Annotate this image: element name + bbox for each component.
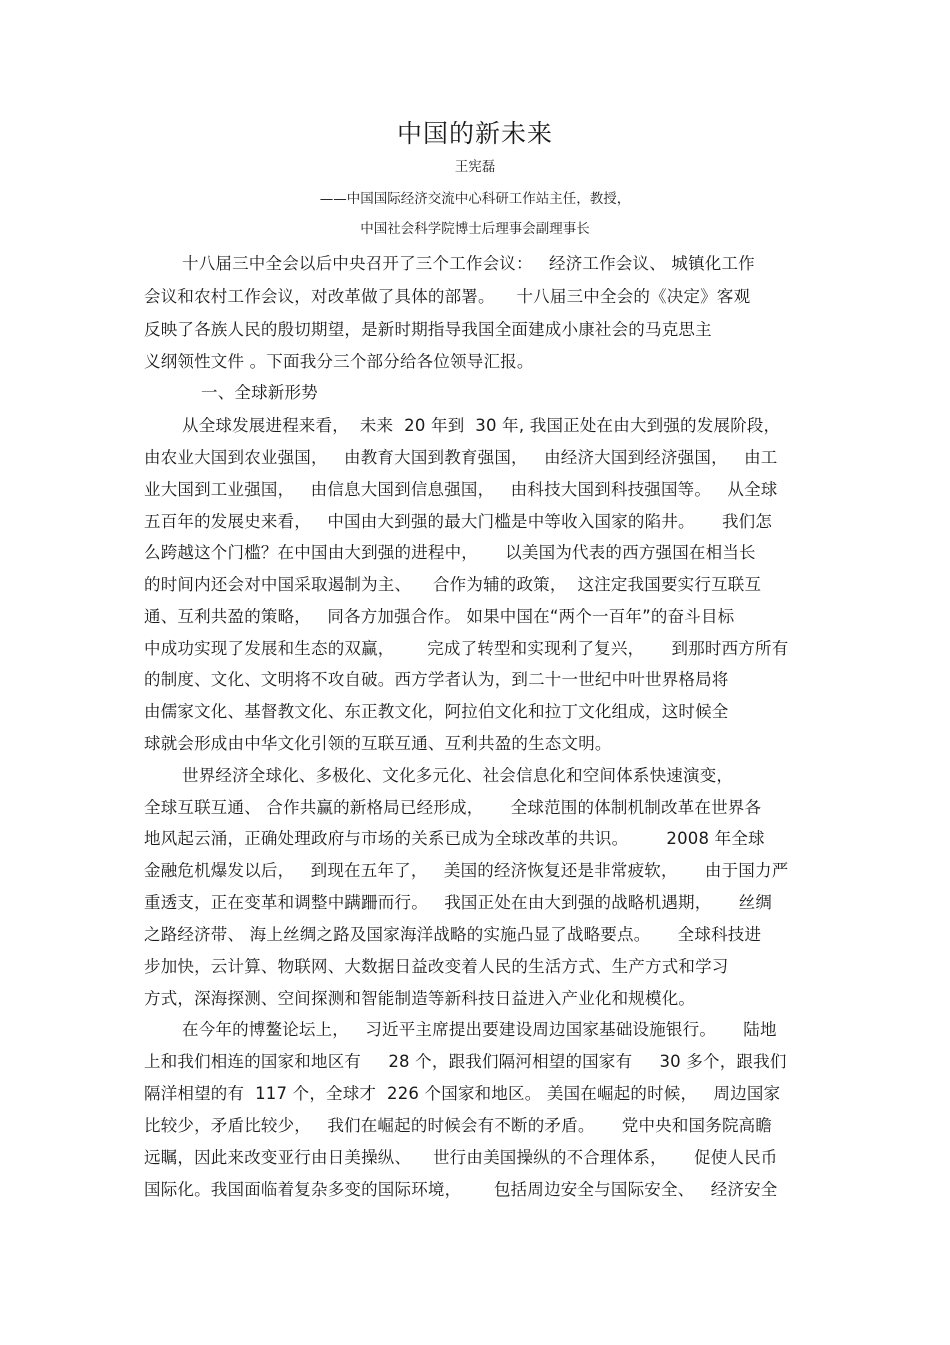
paragraph-line: 金融危机爆发以后， 到现在五年了， 美国的经济恢复还是非常疲软， 由于国力严 bbox=[144, 861, 789, 880]
paragraph-line: 业大国到工业强国， 由信息大国到信息强国， 由科技大国到科技强国等。 从全球 bbox=[144, 480, 778, 499]
author-name: 王宪磊 bbox=[454, 159, 496, 175]
paragraph-line: 义纲领性文件 。下面我分三个部分给各位领导汇报。 bbox=[144, 352, 534, 371]
paragraph-line: 上和我们相连的国家和地区有 28 个，跟我们隔河相望的国家有 30 多个，跟我们 bbox=[144, 1052, 787, 1071]
paragraph-line: 远瞩，因此来改变亚行由日美操纵、 世行由美国操纵的不合理体系， 促使人民币 bbox=[144, 1148, 778, 1167]
document-title: 中国的新未来 bbox=[396, 119, 553, 148]
paragraph-line: 由农业大国到农业强国， 由教育大国到教育强国， 由经济大国到经济强国， 由工 bbox=[144, 448, 778, 467]
paragraph-line: 方式，深海探测、空间探测和智能制造等新科技日益进入产业化和规模化。 bbox=[144, 989, 696, 1008]
paragraph-line: 反映了各族人民的殷切期望，是新时期指导我国全面建成小康社会的马克思主 bbox=[144, 320, 712, 339]
paragraph-line: 重透支，正在变革和调整中蹒跚而行。 我国正处在由大到强的战略机遇期， 丝绸 bbox=[144, 893, 773, 912]
paragraph-line: 之路经济带、 海上丝绸之路及国家海洋战略的实施凸显了战略要点。 全球科技进 bbox=[144, 925, 762, 944]
paragraph-line: 国际化。我国面临着复杂多变的国际环境， 包括周边安全与国际安全、 经济安全 bbox=[144, 1180, 778, 1199]
paragraph-line: 会议和农村工作会议，对改革做了具体的部署。 十八届三中全会的《决定》客观 bbox=[144, 287, 751, 306]
paragraph-line: 从全球发展进程来看， 未来 20 年到 30 年, 我国正处在由大到强的发展阶段， bbox=[182, 416, 781, 435]
paragraph-line: 隔洋相望的有 117 个，全球才 226 个国家和地区。 美国在崛起的时候， 周边国家 bbox=[144, 1084, 781, 1103]
paragraph-line: 的时间内还会对中国采取遏制为主、 合作为辅的政策， 这注定我国要实行互联互 bbox=[144, 575, 762, 594]
paragraph-line: 中成功实现了发展和生态的双赢， 完成了转型和实现利了复兴， 到那时西方所有 bbox=[144, 639, 789, 658]
paragraph-line: 世界经济全球化、多极化、文化多元化、社会信息化和空间体系快速演变， bbox=[182, 766, 734, 785]
paragraph-line: 通、互利共盈的策略， 同各方加强合作。 如果中国在“两个一百年”的奋斗目标 bbox=[144, 607, 735, 626]
author-affiliation-line: 中国社会科学院博士后理事会副理事长 bbox=[360, 221, 590, 237]
paragraph-line: 么跨越这个门槛？在中国由大到强的进程中， 以美国为代表的西方强国在相当长 bbox=[144, 543, 756, 562]
paragraph-line: 地风起云涌，正确处理政府与市场的关系已成为全球改革的共识。 2008 年全球 bbox=[144, 829, 765, 848]
paragraph-line: 比较少，矛盾比较少， 我们在崛起的时候会有不断的矛盾。 党中央和国务院高瞻 bbox=[144, 1116, 773, 1135]
paragraph-line: 由儒家文化、基督教文化、东正教文化，阿拉伯文化和拉丁文化组成，这时候全 bbox=[144, 702, 729, 721]
paragraph-line: 在今年的博鳌论坛上， 习近平主席提出要建设周边国家基础设施银行。 陆地 bbox=[182, 1020, 777, 1039]
paragraph-line: 球就会形成由中华文化引领的互联互通、互利共盈的生态文明。 bbox=[144, 734, 612, 753]
paragraph-line: 全球互联互通、 合作共赢的新格局已经形成， 全球范围的体制机制改革在世界各 bbox=[144, 798, 762, 817]
paragraph-line: 的制度、文化、文明将不攻自破。西方学者认为，到二十一世纪中叶世界格局将 bbox=[144, 670, 729, 689]
paragraph-line: 五百年的发展史来看， 中国由大到强的最大门槛是中等收入国家的陷井。 我们怎 bbox=[144, 512, 773, 531]
author-affiliation-line: ——中国国际经济交流中心科研工作站主任，教授， bbox=[319, 191, 631, 207]
paragraph-line: 步加快，云计算、物联网、大数据日益改变着人民的生活方式、生产方式和学习 bbox=[144, 957, 729, 976]
paragraph-line: 十八届三中全会以后中央召开了三个工作会议： 经济工作会议、 城镇化工作 bbox=[182, 254, 755, 273]
section-heading: 一、全球新形势 bbox=[201, 383, 318, 402]
